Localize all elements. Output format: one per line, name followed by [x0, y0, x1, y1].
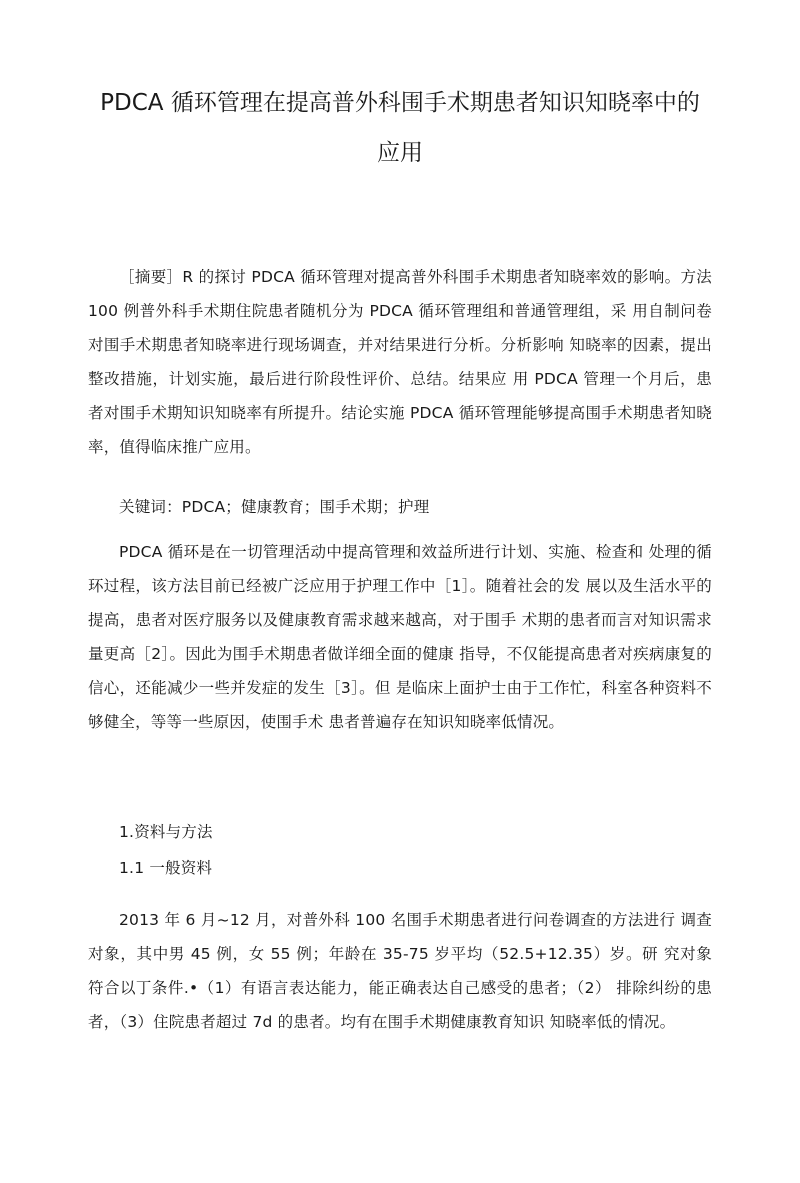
keywords-line: 关键词：PDCA；健康教育；围手术期；护理	[119, 498, 430, 516]
section-heading: 1.资料与方法	[119, 823, 213, 841]
general-data-paragraph: 2013 年 6 月~12 月，对普外科 100 名围手术期患者进行问卷调查的方法进行 调查对象，其中男 45 例，女 55 例；年龄在 35-75 岁平均（52.5+12.35）岁。研 究对象符合以丁条件.•（1）有语言表达能力，能正确表达自己感受的患者；（2） 排除纠纷的患者，（3）住院患者超过 7d 的患者。均有在围手术期健康教育知识 知晓率低的情况。	[88, 911, 712, 1031]
abstract-paragraph: ［摘要］R 的探讨 PDCA 循环管理对提高普外科围手术期患者知晓率效的影响。方法 100 例普外科手术期住院患者随机分为 PDCA 循环管理组和普通管理组，采 用自制问卷对围手术期患者知晓率进行现场调查，并对结果进行分析。分析影响 知晓率的因素，提出整改措施，计划实施，最后进行阶段性评价、总结。结果应 用 PDCA 管理一个月后，患者对围手术期知识知晓率有所提升。结论实施 PDCA 循环管理能够提高围手术期患者知晓率，值得临床推广应用。	[88, 268, 712, 456]
document-title	[60, 78, 740, 178]
title-line-2: 应用	[377, 140, 423, 166]
title-line-1: PDCA 循环管理在提高普外科围手术期患者知识知晓率中的	[100, 90, 700, 116]
intro-paragraph: PDCA 循环是在一切管理活动中提高管理和效益所进行计划、实施、检查和 处理的循环过程，该方法目前已经被广泛应用于护理工作中［1］。随着社会的发 展以及生活水平的提高，患者对医疗服务以及健康教育需求越来越高，对于围手 术期的患者而言对知识需求量更高［2］。因此为围手术期患者做详细全面的健康 指导，不仅能提高患者对疾病康复的信心，还能减少一些并发症的发生［3］。但 是临床上面护士由于工作忙，科室各种资料不够健全，等等一些原因，使围手术 患者普遍存在知识知晓率低情况。	[88, 543, 712, 731]
subsection-heading: 1.1 一般资料	[119, 859, 213, 877]
